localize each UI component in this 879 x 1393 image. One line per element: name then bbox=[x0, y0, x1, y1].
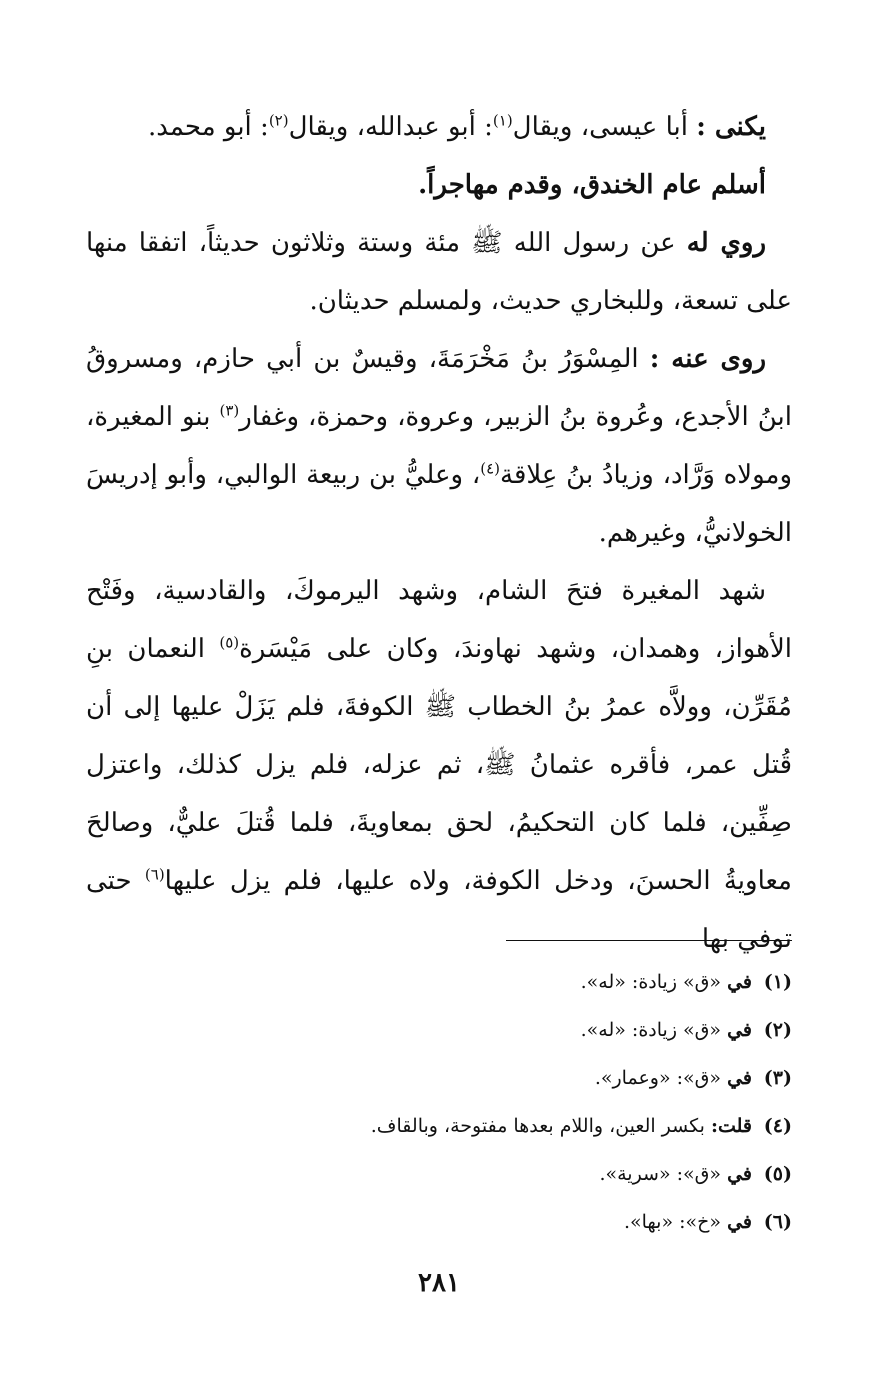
footnote-5 bbox=[86, 1150, 792, 1198]
footnote-label: قلت: bbox=[710, 1115, 752, 1137]
footnote-body: «ق» زيادة: «له». bbox=[580, 971, 728, 993]
narrators-label: روى عنه : bbox=[649, 344, 766, 374]
footnote-ref-1: (١) bbox=[492, 111, 513, 130]
footnote-4 bbox=[86, 1102, 792, 1150]
paragraph-narrations bbox=[86, 214, 792, 330]
footnote-label: في bbox=[727, 1019, 752, 1041]
footnote-number: (٥) bbox=[763, 1163, 792, 1185]
footnote-ref-6: (٦) bbox=[144, 865, 165, 884]
footnote-3 bbox=[86, 1054, 792, 1102]
footnote-body: «خ»: «بها». bbox=[623, 1211, 728, 1233]
footnote-label: في bbox=[727, 1067, 752, 1089]
footnote-ref-2: (٢) bbox=[268, 111, 289, 130]
paragraph-islam bbox=[86, 156, 792, 214]
footnote-label: في bbox=[727, 1163, 752, 1185]
paragraph-kunya bbox=[86, 98, 792, 156]
footnote-text bbox=[599, 1150, 752, 1198]
footnotes-list bbox=[86, 958, 792, 1246]
footnote-text bbox=[624, 1198, 752, 1246]
narrations-label: روي له bbox=[686, 228, 767, 258]
footnote-6 bbox=[86, 1198, 792, 1246]
footnote-number: (١) bbox=[763, 971, 792, 993]
footnote-separator bbox=[506, 940, 792, 941]
footnote-body: «ق»: «وعمار». bbox=[594, 1067, 728, 1089]
footnote-body: «ق» زيادة: «له». bbox=[580, 1019, 728, 1041]
footnote-ref-4: (٤) bbox=[480, 459, 501, 478]
narrators-text-2: بنو المغيرة، ومولاه وَرَّاد، وزيادُ بنُ عِلاقة bbox=[86, 402, 792, 490]
footnote-label: في bbox=[727, 971, 752, 993]
kunya-text-3: : أبو محمد. bbox=[147, 112, 269, 142]
page-number: ٢٨١ bbox=[418, 1268, 460, 1298]
narrators-text-3: ، وعليُّ بن ربيعة الوالبي، وأبو إدريسَ الخولانيُّ، وغيرهم. bbox=[86, 460, 792, 548]
footnote-number: (٦) bbox=[763, 1211, 792, 1233]
biography-text: شهد المغيرة فتحَ الشام، وشهد اليرموكَ، والقادسية، وفَتْح الأهواز، وهمدان، وشهد نهاوندَ، وكان على مَيْسَرة bbox=[86, 576, 793, 664]
kunya-text: أبا عيسى، ويقال bbox=[512, 112, 697, 142]
footnote-body: بكسر العين، واللام بعدها مفتوحة، وبالقاف. bbox=[370, 1115, 711, 1137]
footnote-ref-3: (٣) bbox=[219, 401, 240, 420]
kunya-text-2: : أبو عبدالله، ويقال bbox=[288, 112, 493, 142]
footnote-body: «ق»: «سرية». bbox=[599, 1163, 728, 1185]
biography-text-2: النعمان بنِ مُقَرِّن، وولاَّه عمرُ بنُ الخطاب ﷺ الكوفةَ، فلم يَزَلْ عليها إلى أن قُتل عمر، فأقره عثمانُ ﷺ، ثم عزله، فلم يزل كذلك، واعتزل صِفِّين، فلما كان التحكيمُ، لحق بمعاويةَ، فلما قُتلَ عليٌّ، وصالحَ معاويةُ الحسنَ، ودخل الكوفة، ولاه عليها، فلم يزل عليها bbox=[86, 634, 792, 896]
footnote-number: (٣) bbox=[763, 1067, 792, 1089]
book-page bbox=[86, 98, 793, 1298]
footnote-2 bbox=[86, 1006, 792, 1054]
islam-statement: أسلم عام الخندق، وقدم مهاجراً. bbox=[418, 170, 766, 200]
paragraph-biography bbox=[86, 562, 792, 968]
narrators-text: المِسْوَرُ بنُ مَخْرَمَةَ، وقيسٌ بن أبي حازم، ومسروقُ ابنُ الأجدع، وعُروة بنُ الزبير، وعروة، وحمزة، وغفار bbox=[86, 344, 792, 432]
footnote-number: (٤) bbox=[763, 1115, 792, 1137]
footnote-ref-5: (٥) bbox=[219, 633, 240, 652]
footnote-text bbox=[581, 958, 752, 1006]
footnote-text bbox=[581, 1006, 752, 1054]
kunya-label: يكنى : bbox=[696, 112, 766, 142]
footnote-number: (٢) bbox=[763, 1019, 792, 1041]
narrations-text: عن رسول الله ﷺ مئة وستة وثلاثون حديثاً، اتفقا منها على تسعة، وللبخاري حديث، ولمسلم حديثان. bbox=[86, 228, 792, 316]
footnote-1 bbox=[86, 958, 792, 1006]
footnote-text bbox=[595, 1054, 752, 1102]
paragraph-narrators bbox=[86, 330, 792, 562]
footnote-label: في bbox=[727, 1211, 752, 1233]
footnote-text bbox=[371, 1102, 752, 1150]
biography-text-3: حتى توفي بها bbox=[86, 866, 792, 954]
main-text bbox=[86, 98, 792, 968]
